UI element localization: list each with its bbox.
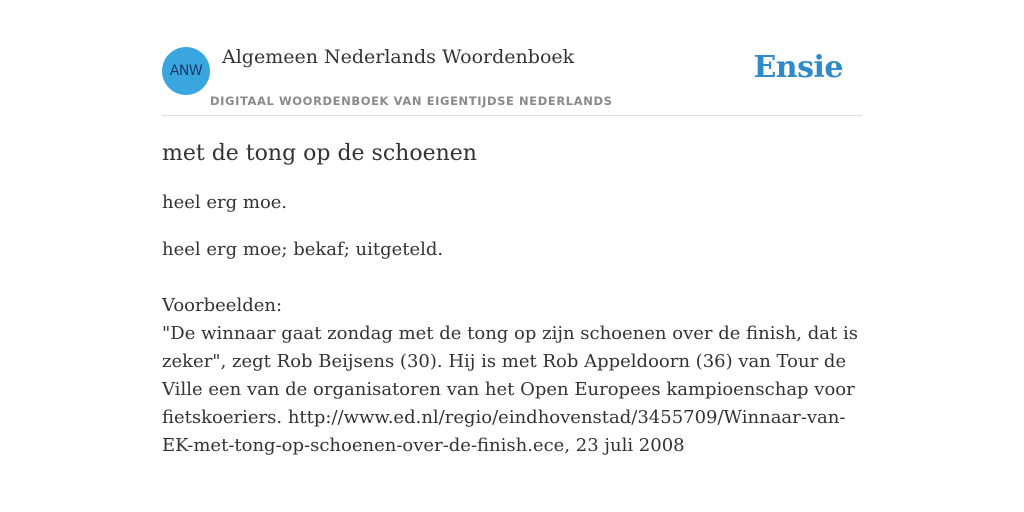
- examples-section: [162, 292, 862, 460]
- site-title[interactable]: Algemeen Nederlands Woordenboek: [222, 46, 575, 68]
- example-text: "De winnaar gaat zondag met de tong op zijn schoenen over de finish, dat is zeker", zegt Rob Beijsens (30). Hij is met Rob Appeldoorn (36) van Tour de Ville een van de organisatoren van het Open Europees kampioenschap voor fietskoeriers.: [162, 323, 858, 428]
- anw-logo[interactable]: [162, 47, 210, 95]
- entry-title: met de tong op de schoenen: [162, 141, 477, 166]
- example-source: http://www.ed.nl/regio/eindhovenstad/3455709/Winnaar-van-EK-met-tong-op-schoenen-over-de-finish.ece, 23 juli 2008: [162, 407, 846, 456]
- logo-text: ANW: [169, 63, 203, 79]
- examples-label: Voorbeelden:: [162, 295, 283, 316]
- site-subtitle: DIGITAAL WOORDENBOEK VAN EIGENTIJDSE NEDERLANDS: [210, 94, 613, 108]
- site-header: [162, 44, 862, 116]
- ensie-brand-logo[interactable]: Ensie: [753, 50, 843, 85]
- full-definition: heel erg moe; bekaf; uitgeteld.: [162, 239, 444, 260]
- short-definition: heel erg moe.: [162, 192, 288, 213]
- entry-content: [162, 138, 862, 460]
